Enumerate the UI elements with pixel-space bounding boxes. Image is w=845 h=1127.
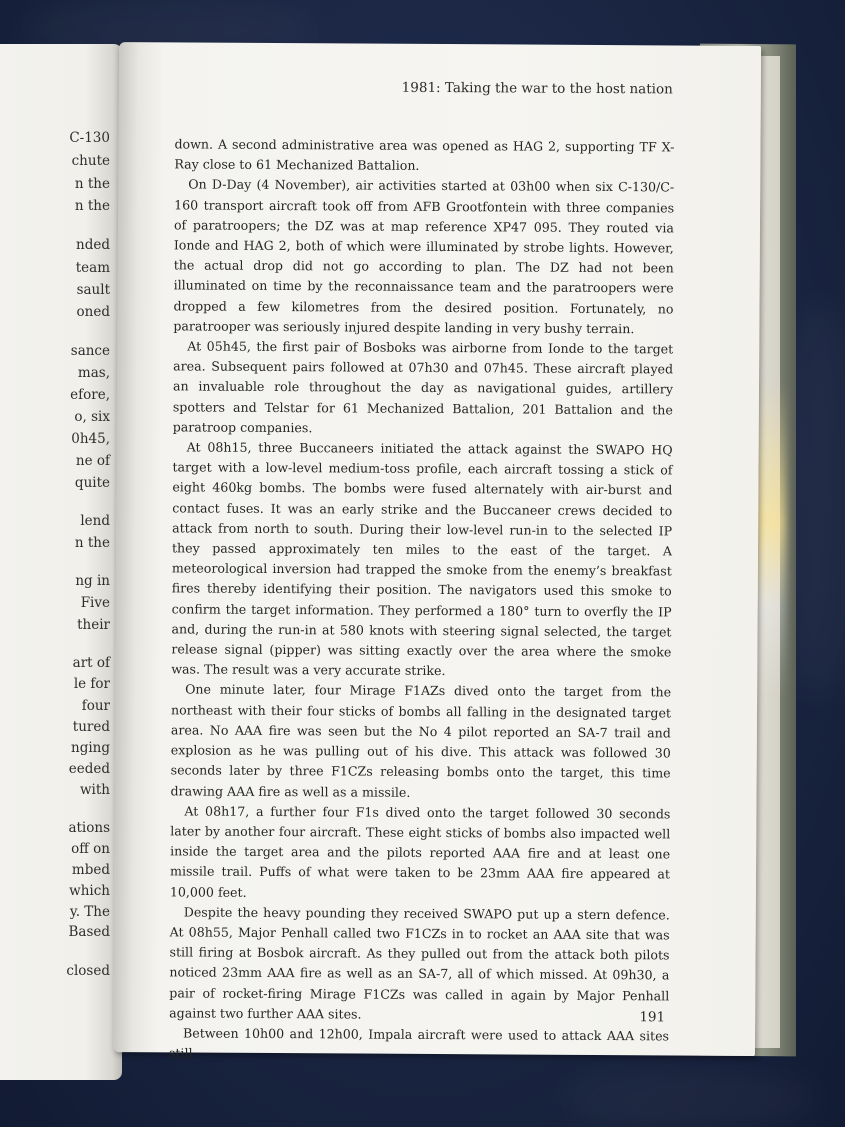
left-page-fragment: sance	[70, 343, 110, 359]
right-page	[113, 42, 761, 1061]
left-page-fragment: y. The	[69, 904, 110, 920]
left-page-fragment: lend	[80, 513, 110, 529]
left-page-fragment: art of	[72, 655, 110, 671]
left-page-fragment: 0h45,	[71, 431, 110, 447]
left-page-fragment: oned	[76, 304, 110, 320]
left-page-fragment: with	[80, 782, 110, 798]
left-page-fragment: n the	[74, 535, 110, 551]
left-page-fragment: Five	[80, 595, 110, 611]
left-page-fragment: mbed	[71, 862, 110, 878]
page-number: 191	[639, 1009, 666, 1026]
left-page-fragment: nded	[76, 237, 110, 253]
left-page-fragment: o, six	[74, 409, 110, 425]
left-page-fragment: le for	[73, 676, 110, 692]
left-page-fragment: Based	[68, 924, 110, 940]
running-head: 1981: Taking the war to the host nation	[401, 79, 673, 98]
left-page-fragment: n the	[74, 176, 110, 192]
left-page-fragment: nging	[71, 740, 110, 756]
left-page-fragment: their	[77, 617, 110, 633]
left-page-fragment: eeded	[68, 761, 110, 777]
left-page-fragment: quite	[74, 475, 110, 491]
left-page-fragment: C-130	[69, 130, 110, 146]
paragraph: At 08h17, a further four F1s dived onto the target followed 30 seconds later by another four aircraft. These eight sticks of bombs also impacted well inside the target area and the pilots reported AAA fire and at least one missile trail. Puffs of what were taken to be 23mm AAA fire appeared at 10,000 feet.	[169, 803, 671, 900]
paragraph: At 08h15, three Buccaneers initiated the attack against the SWAPO HQ target with a low-level medium-toss profile, each aircraft tossing a stick of eight 460kg bombs. The bombs were fused alternately with air-burst and contact fuses. It was an early strike and the Buccaneer crews decided to attack from north to south. During their low-level run-in to the selected IP they passed approximately ten miles to the east of the target. A meteorological inversion had trapped the smoke from the enemy’s breakfast fires thereby identifying their position. The navigators used this smoke to confirm the target information. They performed a 180° turn to overfly the IP and, during the run-in at 580 knots with steering signal selected, the target release signal (pipper) was sitting exactly over the area where the smoke was. The result was a very accurate strike.	[171, 439, 673, 679]
left-page-fragment: team	[75, 260, 110, 276]
left-page-fragment: sault	[76, 282, 110, 298]
paragraph: Despite the heavy pounding they received SWAPO put up a stern defence. At 08h55, Major Penhall called two F1CZs in to rocket an AAA site that was still firing at Bosbok aircraft. As they pulled out from the attack both pilots noticed 23mm AAA fire as well as an SA-7, all of which missed. At 09h30, a pair of rocket-firing Mirage F1CZs was called in again by Major Penhall against two further AAA sites.	[169, 904, 670, 1022]
left-page-fragment: chute	[71, 153, 110, 169]
left-page-fragment: mas,	[77, 365, 110, 381]
paragraph: One minute later, four Mirage F1AZs dived onto the target from the northeast with their four sticks of bombs all falling in the designated target area. No AAA fire was seen but the No 4 pilot reported an SA-7 trail and explosion as he was pulling out of his dive. This attack was followed 30 seconds later by three F1CZs releasing bombs onto the target, this time drawing AAA fire as well as a missile.	[170, 681, 672, 800]
left-page-fragment: off on	[71, 841, 110, 857]
paragraph: At 05h45, the first pair of Bosboks was airborne from Ionde to the target area. Subsequent pairs followed at 07h30 and 07h45. These aircraft played an invaluable role throughout the day as navigational guides, artillery spotters and Telstar for 61 Mechanized Battalion, 201 Battalion and the paratroop companies.	[172, 338, 674, 436]
left-page-fragment: tured	[72, 719, 110, 735]
left-page-fragment: which	[69, 883, 110, 899]
paragraph: down. A second administrative area was opened as HAG 2, supporting TF X-Ray close to 61 Mechanized Battalion.	[174, 136, 675, 174]
body-text	[169, 134, 675, 1066]
paragraph: Between 10h00 and 12h00, Impala aircraft were used to attack AAA sites still	[168, 1025, 670, 1061]
left-page-fragment: n the	[74, 198, 110, 214]
left-page-fragment: ne of	[75, 453, 110, 469]
left-page-fragment: efore,	[70, 387, 110, 403]
paragraph: On D-Day (4 November), air activities started at 03h00 when six C-130/C-160 transport aircraft took off from AFB Grootfontein with three companies of paratroopers; the DZ was at map reference XP47 095. They routed via Ionde and HAG 2, both of which were illuminated by strobe lights. However, the actual drop did not go according to plan. The DZ had not been illuminated on time by the reconnaissance team and the paratroopers were dropped a few kilometres from the desired position. Fortunately, no paratrooper was seriously injured despite landing in very bushy terrain.	[173, 176, 675, 337]
left-page-fragment: ations	[68, 820, 110, 836]
left-page-fragment: ng in	[75, 573, 110, 589]
left-page-fragment: four	[81, 698, 110, 714]
left-page-fragment: closed	[66, 963, 110, 979]
left-page	[0, 44, 122, 1080]
